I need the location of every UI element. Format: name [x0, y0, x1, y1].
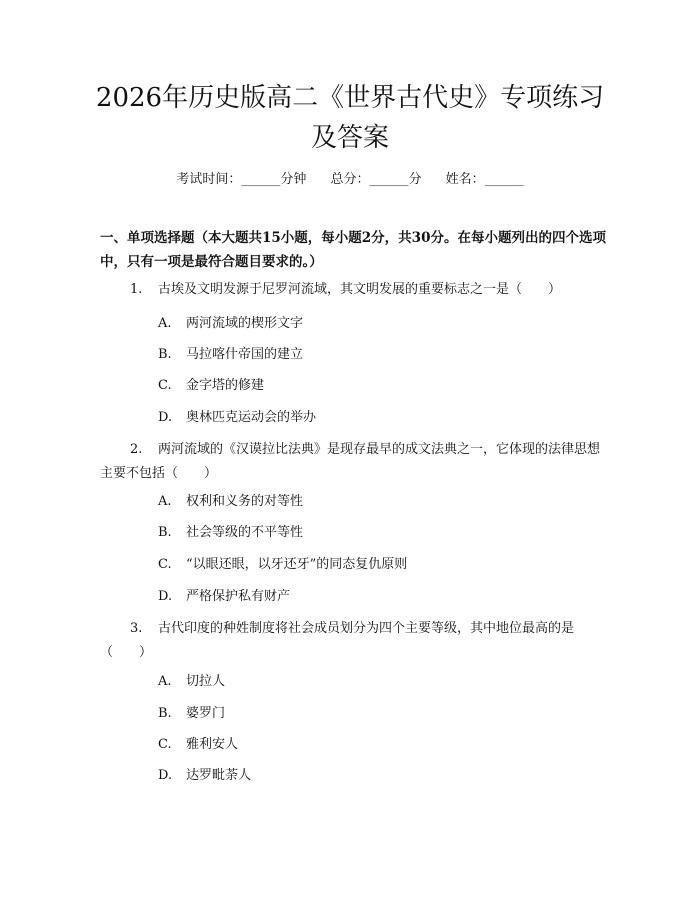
document-title [60, 78, 640, 158]
option-letter: A. [158, 674, 172, 689]
question-text: 两河流域的《汉谟拉比法典》是现存最早的成文法典之一，它体现的法律思想主要不包括（ ） [100, 442, 601, 481]
option-text: “以眼还眼，以牙还牙”的同态复仇原则 [186, 557, 408, 572]
option-letter: D. [158, 589, 173, 604]
option-text: 马拉喀什帝国的建立 [186, 347, 304, 362]
exam-meta [0, 168, 700, 187]
question-3 [100, 617, 610, 665]
option-text: 金字塔的修建 [186, 378, 265, 393]
option-letter: A. [158, 316, 172, 331]
title-line-2: 及答案 [310, 123, 389, 153]
option-letter: B. [158, 347, 172, 362]
q3-option-d [158, 766, 251, 786]
question-number: 2. [130, 442, 143, 457]
exam-name: 姓名：______ [445, 172, 524, 187]
option-letter: D. [158, 410, 173, 425]
q2-option-a [158, 492, 303, 512]
exam-time: 考试时间：______分钟 [176, 172, 307, 187]
q2-option-c [158, 555, 407, 575]
option-text: 权利和义务的对等性 [186, 494, 304, 509]
question-1 [100, 278, 610, 302]
exam-score: 总分：______分 [330, 172, 422, 187]
q1-option-b [158, 345, 303, 365]
q1-option-c [158, 376, 264, 396]
title-line-1: 2026年历史版高二《世界古代史》专项练习 [95, 83, 605, 113]
q1-option-d [158, 408, 316, 428]
option-letter: C. [158, 557, 172, 572]
question-text: 古代印度的种姓制度将社会成员划分为四个主要等级，其中地位最高的是（ ） [100, 621, 575, 660]
option-letter: C. [158, 737, 172, 752]
option-text: 切拉人 [186, 674, 226, 689]
q2-option-b [158, 523, 303, 543]
option-text: 严格保护私有财产 [186, 589, 291, 604]
q3-option-c [158, 735, 238, 755]
option-letter: C. [158, 378, 172, 393]
question-text: 古埃及文明发源于尼罗河流域，其文明发展的重要标志之一是（ ） [158, 282, 562, 297]
q3-option-b [158, 704, 225, 724]
question-2 [100, 438, 610, 486]
option-letter: B. [158, 706, 172, 721]
question-number: 3. [130, 621, 143, 636]
option-letter: B. [158, 525, 172, 540]
option-text: 两河流域的楔形文字 [186, 316, 304, 331]
option-text: 婆罗门 [186, 706, 226, 721]
option-text: 社会等级的不平等性 [186, 525, 304, 540]
question-number: 1. [130, 282, 143, 297]
option-letter: A. [158, 494, 172, 509]
q3-option-a [158, 672, 225, 692]
option-text: 奥林匹克运动会的举办 [186, 410, 317, 425]
option-letter: D. [158, 768, 173, 783]
section-heading: 一、单项选择题（本大题共15小题，每小题2分，共30分。在每小题列出的四个选项中，只有一项是最符合题目要求的。） [100, 230, 606, 270]
q2-option-d [158, 587, 290, 607]
q1-option-a [158, 314, 303, 334]
option-text: 达罗毗荼人 [186, 768, 252, 783]
option-text: 雅利安人 [186, 737, 239, 752]
